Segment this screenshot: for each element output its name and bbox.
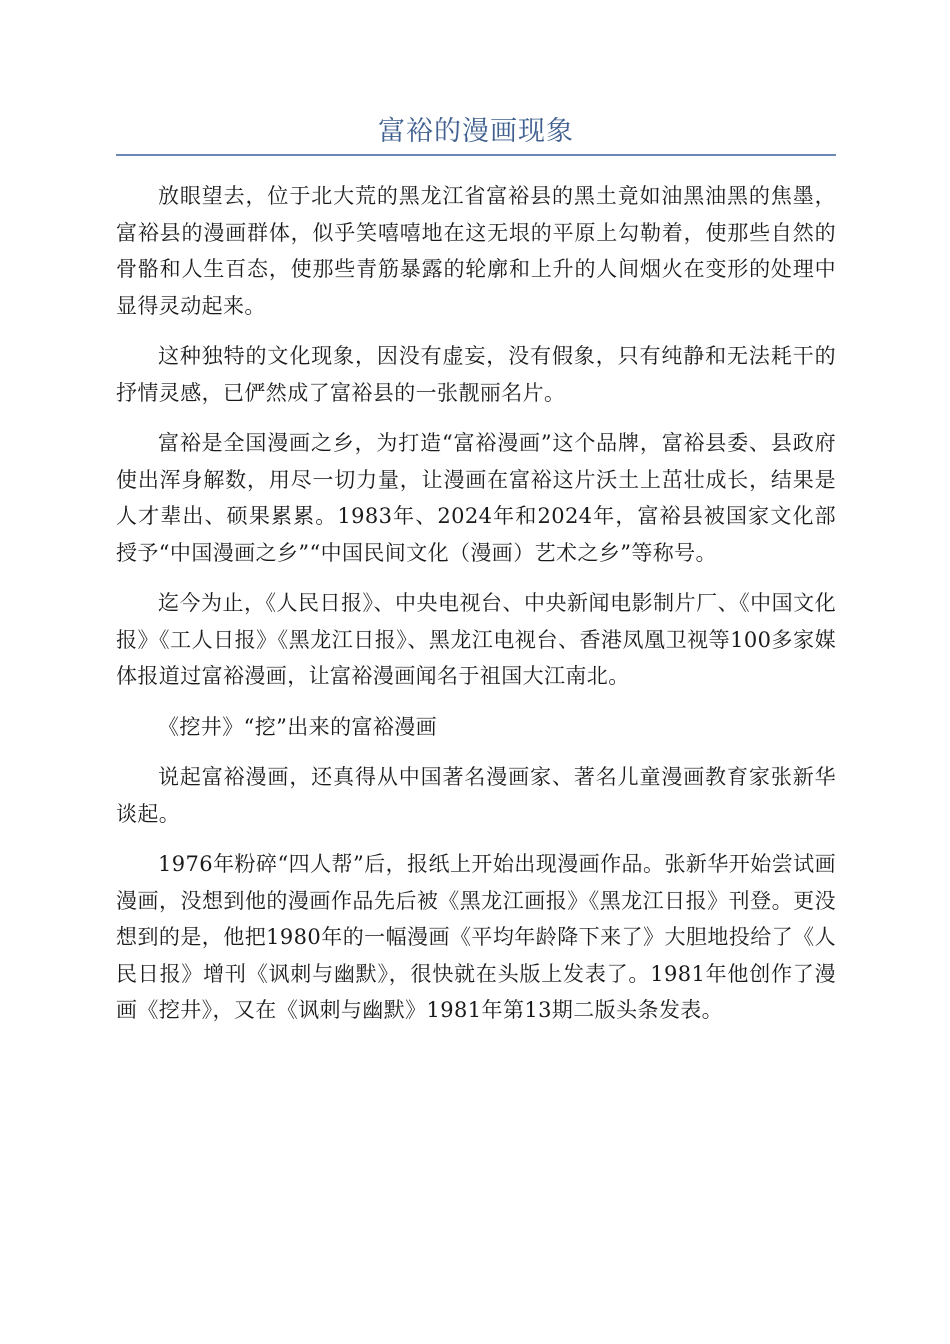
paragraph: 这种独特的文化现象，因没有虚妄，没有假象，只有纯静和无法耗干的抒情灵感，已俨然成了富裕县的一张靓丽名片。: [116, 344, 836, 405]
section-subheading: 《挖井》“挖”出来的富裕漫画: [158, 714, 438, 739]
paragraph: 放眼望去，位于北大荒的黑龙江省富裕县的黑土竟如油黑油黑的焦墨，富裕县的漫画群体，似乎笑嘻嘻地在这无垠的平原上勾勒着，使那些自然的骨骼和人生百态，使那些青筋暴露的轮廓和上升的人间烟火在变形的处理中显得灵动起来。: [116, 184, 836, 318]
paragraph: 富裕是全国漫画之乡，为打造“富裕漫画”这个品牌，富裕县委、县政府使出浑身解数，用尽一切力量，让漫画在富裕这片沃土上茁壮成长，结果是人才辈出、硕果累累。1983年、2024年和2024年，富裕县被国家文化部授予“中国漫画之乡”“中国民间文化（漫画）艺术之乡”等称号。: [116, 431, 836, 565]
document-body: [116, 178, 836, 1029]
document-title: 富裕的漫画现象: [378, 116, 574, 147]
document-page: [116, 112, 836, 1043]
paragraph: 迄今为止，《人民日报》、中央电视台、中央新闻电影制片厂、《中国文化报》《工人日报》《黑龙江日报》、黑龙江电视台、香港凤凰卫视等100多家媒体报道过富裕漫画，让富裕漫画闻名于祖国大江南北。: [116, 591, 836, 688]
paragraph: 说起富裕漫画，还真得从中国著名漫画家、著名儿童漫画教育家张新华谈起。: [116, 765, 836, 826]
paragraph: 1976年粉碎“四人帮”后，报纸上开始出现漫画作品。张新华开始尝试画漫画，没想到他的漫画作品先后被《黑龙江画报》《黑龙江日报》刊登。更没想到的是，他把1980年的一幅漫画《平均年龄降下来了》大胆地投给了《人民日报》增刊《讽刺与幽默》，很快就在头版上发表了。1981年他创作了漫画《挖井》，又在《讽刺与幽默》1981年第13期二版头条发表。: [116, 852, 836, 1022]
title-underline: [116, 154, 836, 156]
